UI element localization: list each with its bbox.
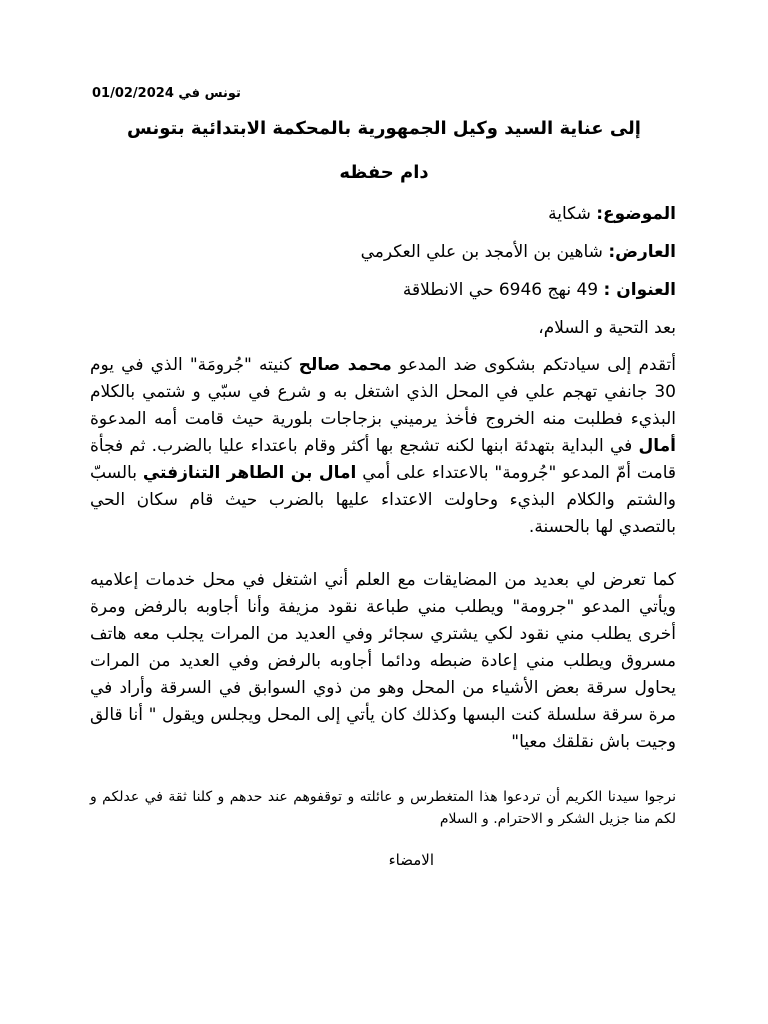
subject-value: شكاية <box>548 204 591 224</box>
date-value: 01/02/2024 <box>92 86 174 101</box>
complainant-value: شاهين بن الأمجد بن علي العكرمي <box>360 242 603 262</box>
addressee-title: إلى عناية السيد وكيل الجمهورية بالمحكمة الابتدائية بتونس <box>127 118 641 139</box>
subject-line <box>548 204 676 224</box>
complaint-paragraph-1 <box>90 352 676 541</box>
signature-label: الامضاء <box>388 851 434 869</box>
p1-text-3: في البداية بتهدئة ابنها لكنه تشجع بها أكثر وقام باعتداء عليا بالضرب. ثم فجأة قامت أمّ المدعو "جُرومة" بالاعتداء على أمي <box>90 436 676 483</box>
greeting: بعد التحية و السلام، <box>538 318 676 338</box>
complainant-line <box>361 242 676 262</box>
subject-label: الموضوع: <box>596 204 676 224</box>
closing-paragraph: نرجوا سيدنا الكريم أن تردعوا هذا المتغطرس و عائلته و توقفوهم عند حدهم و كلنا ثقة في عدلكم و لكم منا جزيل الشكر و الاحترام. و السلام <box>90 789 676 827</box>
address-value: 49 نهج 6946 حي الانطلاقة <box>402 280 599 300</box>
complainant-label: العارض: <box>608 242 676 262</box>
date-line <box>92 86 272 101</box>
address-line <box>403 280 676 300</box>
p1-text-4: بالسبّ والشتم والكلام البذيء وحاولت الاعتداء عليها بالضرب حيث قام سكان الحي بالتصدي لها بالحسنة. <box>90 463 676 537</box>
p1-name-accused: محمد صالح <box>298 355 392 375</box>
date-city: تونس في <box>178 86 241 101</box>
addressee-subtitle: دام حفظه <box>339 162 429 183</box>
p1-name-victim: امال بن الطاهر التنازفتي <box>142 463 357 483</box>
p1-name-mother: أمال <box>638 436 676 456</box>
p1-text-1: أتقدم إلى سيادتكم بشكوى ضد المدعو <box>391 355 677 375</box>
complaint-paragraph-2: كما تعرض لي بعديد من المضايقات مع العلم أني اشتغل في محل خدمات إعلاميه ويأتي المدعو "جرومة" ويطلب مني طباعة نقود مزيفة وأنا أجاوبه بالرفض ومرة أخرى يطلب مني نقود لكي يشتري سجائر وفي العديد من المرات يجلب معه هاتف مسروق ويطلب مني إعادة ضبطه ودائما أجاوبه بالرفض وفي العديد من المرات يحاول سرقة بعض الأشياء من المحل وهو من ذوي السوابق في السرقة وأراد في مرة سرقة سلسلة كنت البسها وكذلك كان يأتي إلى المحل ويجلس ويقول " أنا قالق وجيت باش نقلقك معيا" <box>90 570 676 752</box>
address-label: العنوان : <box>603 280 676 300</box>
p1-text-2: كنيته "جُرومَة" الذي في يوم 30 جانفي تهجم علي في المحل الذي اشتغل به و شرع في سبّي و شتمي بالكلام البذيء فطلبت منه الخروج فأخذ يرميني بزجاجات بلورية حيث قامت أمه المدعوة <box>90 355 676 429</box>
